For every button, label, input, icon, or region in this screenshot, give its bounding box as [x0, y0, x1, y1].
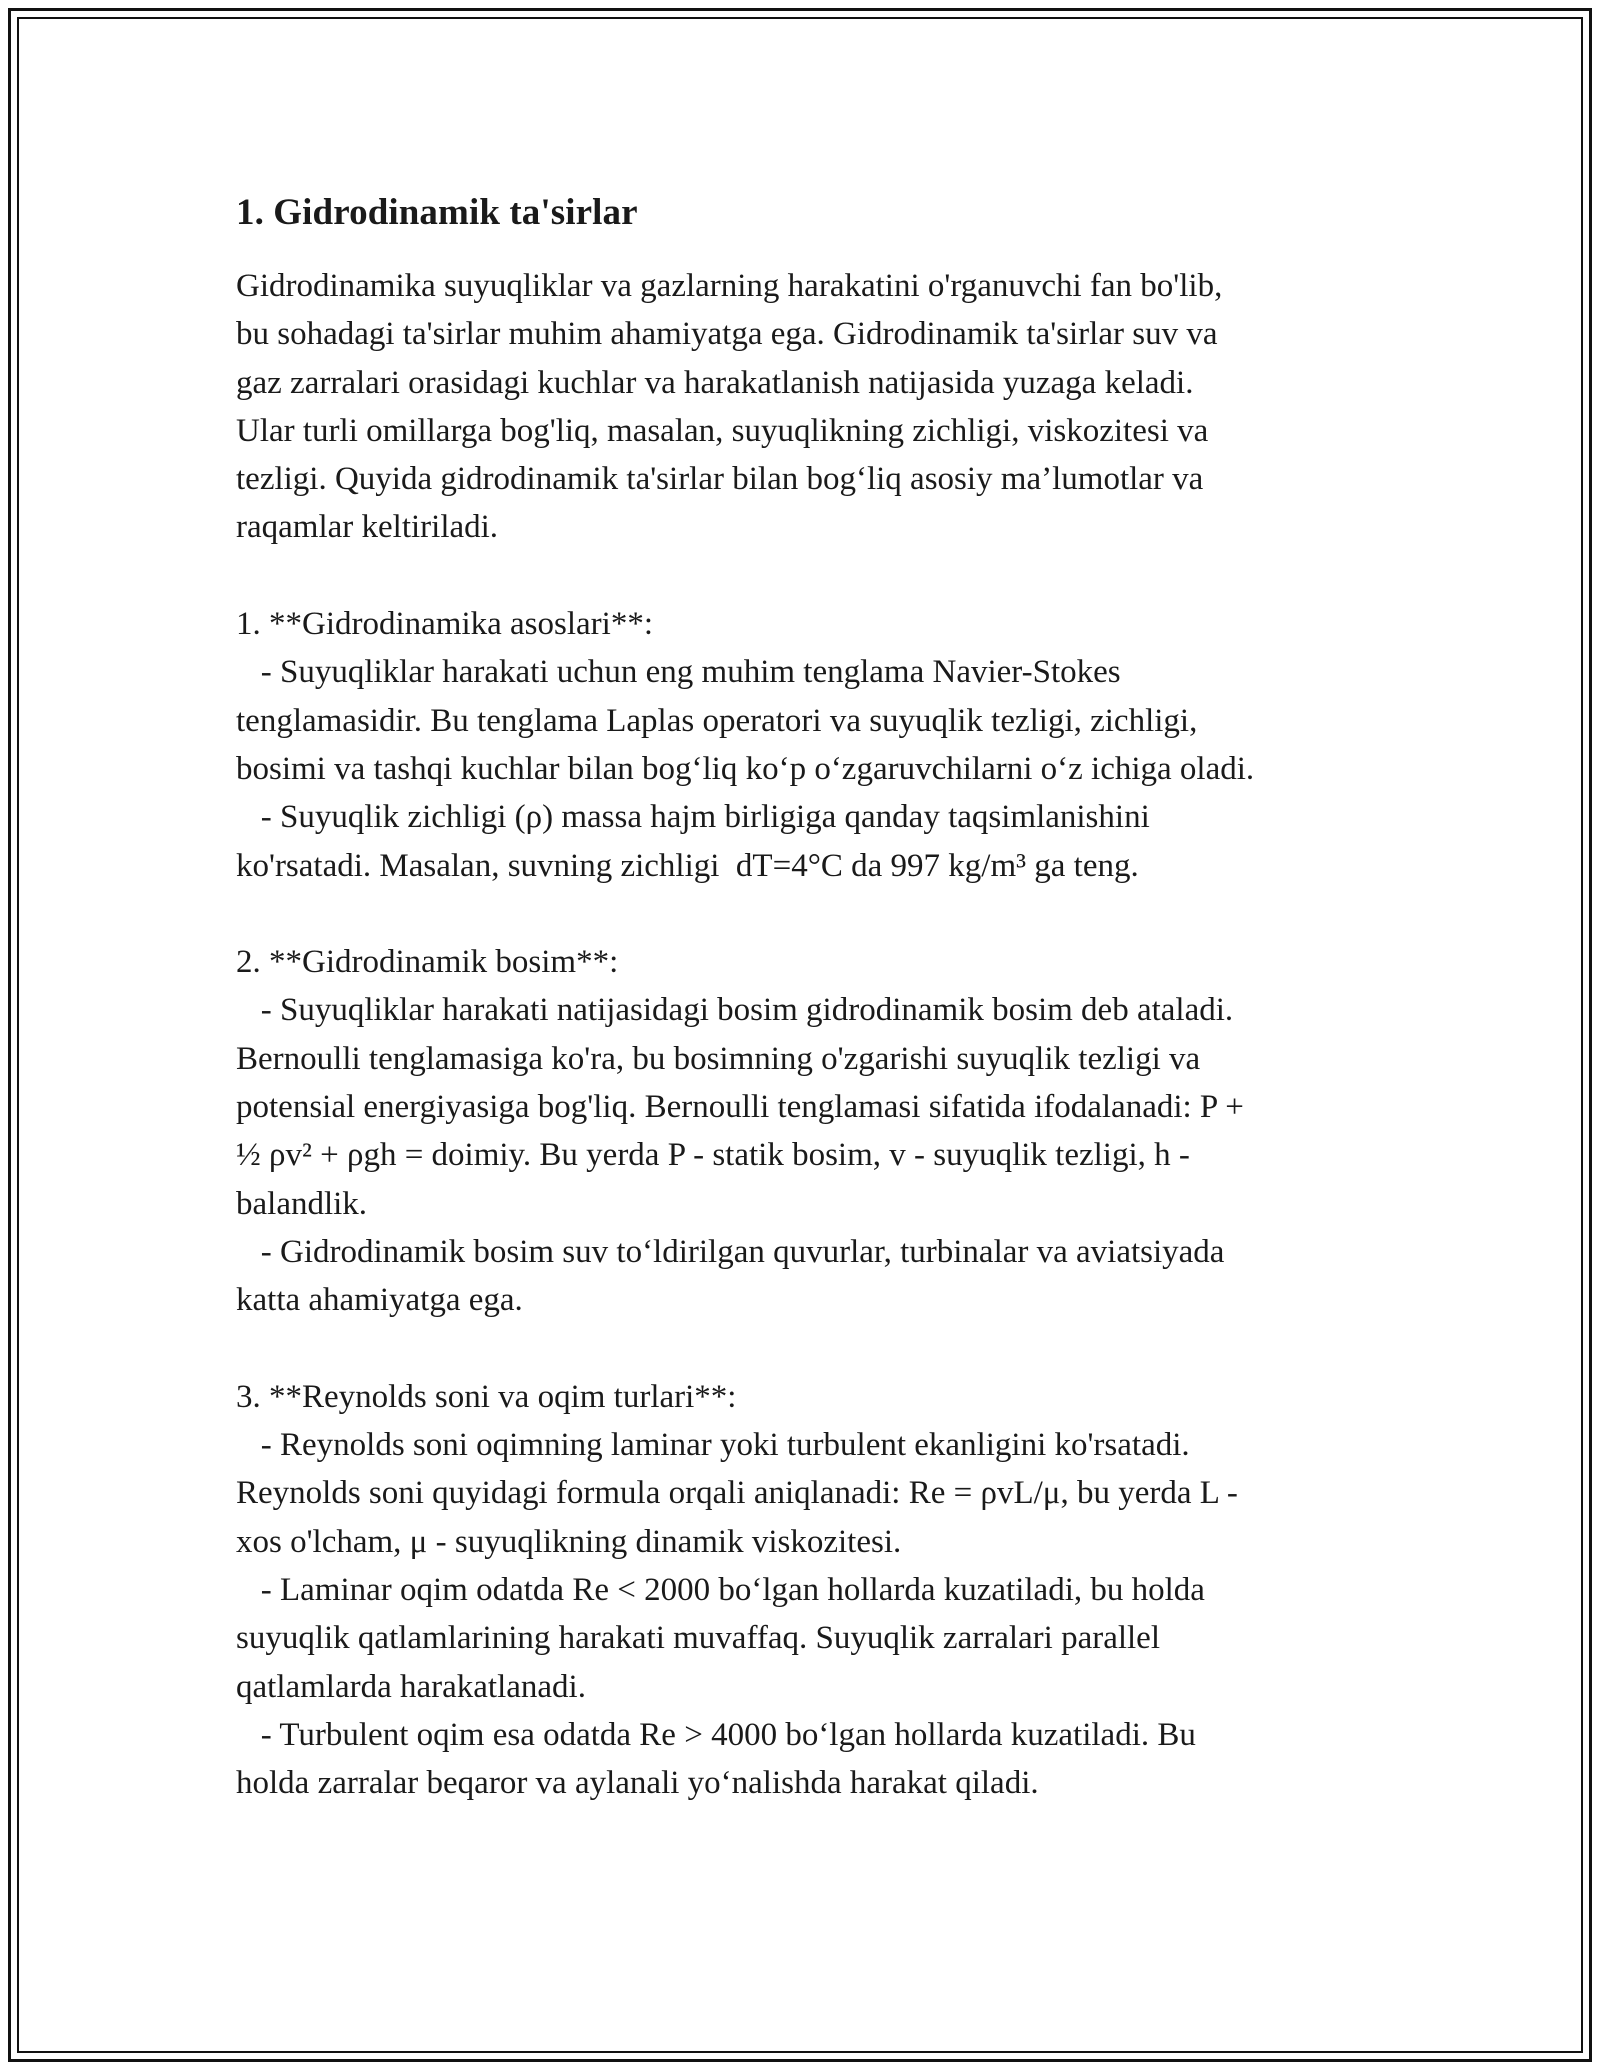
section-3-body: - Reynolds soni oqimning laminar yoki turbulent ekanligini ko'rsatadi. Reynolds soni quyidagi formula orqali aniqlanadi: Re = ρvL/μ, bu yerda L - xos o'lcham, μ - suyuqlikning dinamik viskozitesi. - Laminar oqim odatda Re < 2000 bo‘lgan hollarda kuzatiladi, bu holda suyuqlik qatlamlarining harakati muvaffaq. Suyuqlik zarralari parallel qatlamlarda harakatlanadi. - Turbulent oqim esa odatda Re > 4000 bo‘lgan hollarda kuzatiladi. Bu holda zarralar beqaror va aylanali yo‘nalishda harakat qiladi.: [236, 1427, 1238, 1802]
intro-paragraph: Gidrodinamika suyuqliklar va gazlarning harakatini o'rganuvchi fan bo'lib, bu sohadagi ta'sirlar muhim ahamiyatga ega. Gidrodinamik ta'sirlar suv va gaz zarralari orasidagi kuchlar va harakatlanish natijasida yuzaga keladi. Ular turli omillarga bog'liq, masalan, suyuqlikning zichligi, viskozitesi va tezligi. Quyida gidrodinamik ta'sirlar bilan bog‘liq asosiy ma’lumotlar va raqamlar keltiriladi.: [236, 268, 1223, 546]
paragraph-gap: [236, 1325, 1386, 1373]
section-3-heading: 3. **Reynolds soni va oqim turlari**:: [236, 1378, 737, 1415]
section-2-body: - Suyuqliklar harakati natijasidagi bosim gidrodinamik bosim deb ataladi. Bernoulli tenglamasiga ko'ra, bu bosimning o'zgarishi suyuqlik tezligi va potensial energiyasiga bog'liq. Bernoulli tenglamasi sifatida ifodalanadi: P + ½ ρv² + ρgh = doimiy. Bu yerda P - statik bosim, v - suyuqlik tezligi, h - balandlik. - Gidrodinamik bosim suv to‘ldirilgan quvurlar, turbinalar va aviatsiyada katta ahamiyatga ega.: [236, 992, 1244, 1319]
section-1-heading: 1. **Gidrodinamika asoslari**:: [236, 606, 654, 643]
section-1-body: - Suyuqliklar harakati uchun eng muhim tenglama Navier-Stokes tenglamasidir. Bu tenglama Laplas operatori va suyuqlik tezligi, zichligi, bosimi va tashqi kuchlar bilan bog‘liq ko‘p o‘zgaruvchilarni o‘z ichiga oladi. - Suyuqlik zichligi (ρ) massa hajm birligiga qanday taqsimlanishini ko'rsatadi. Masalan, suvning zichligi dT=4°C da 997 kg/m³ ga teng.: [236, 654, 1255, 884]
paragraph-gap: [236, 552, 1386, 600]
document-body: [236, 186, 1386, 1808]
paragraph-gap: [236, 890, 1386, 938]
section-2-heading: 2. **Gidrodinamik bosim**:: [236, 944, 619, 981]
document-title: 1. Gidrodinamik ta'sirlar: [236, 192, 638, 233]
